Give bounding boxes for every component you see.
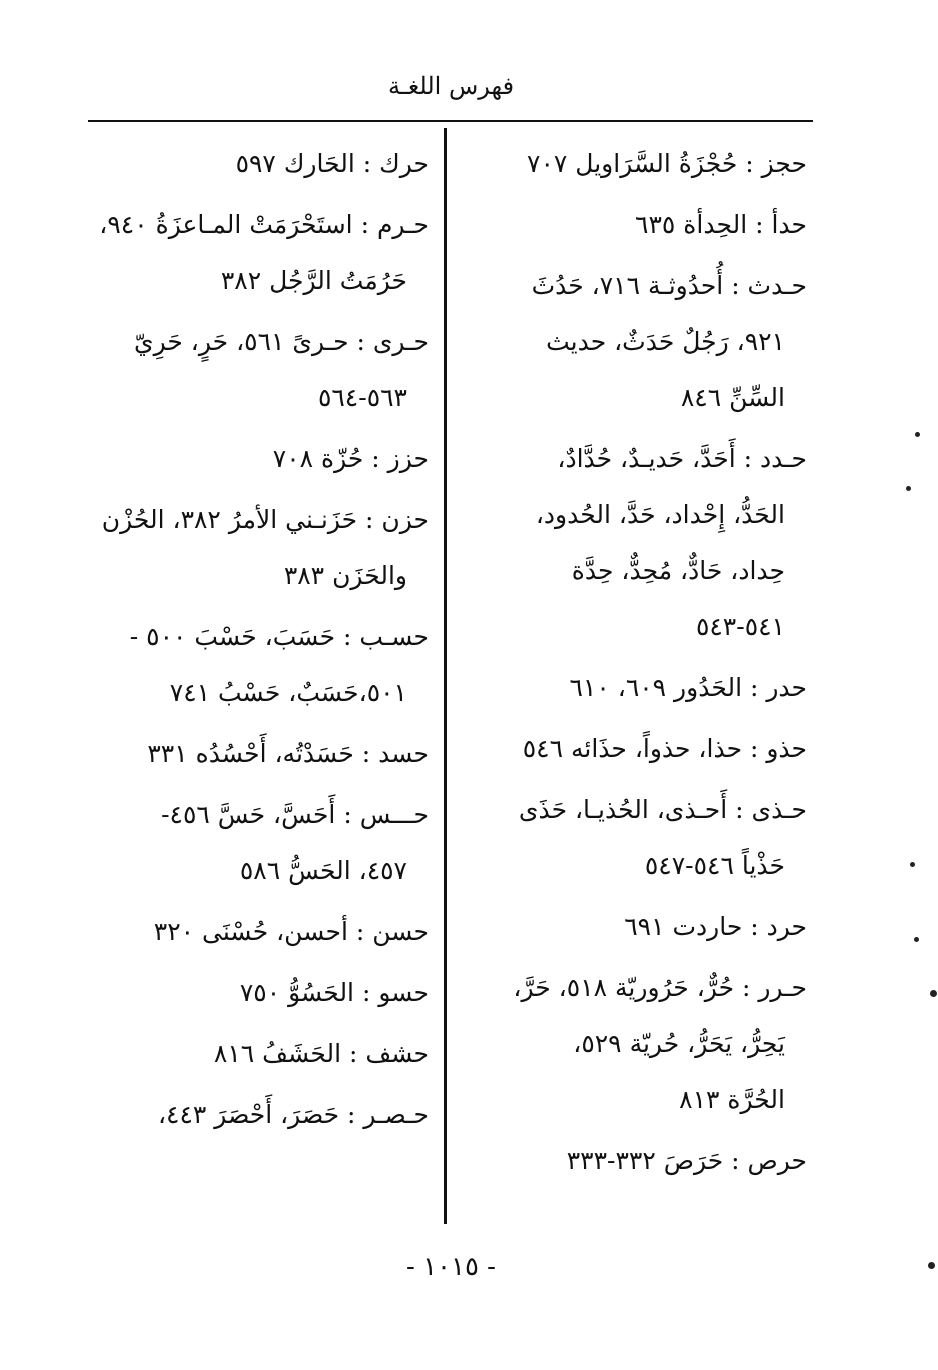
entry-line: حزز : حُزّة ٧٠٨ <box>272 444 429 473</box>
entry-line: حذو : حذا، حذواً، حذَائه ٥٤٦ <box>522 734 807 763</box>
entry-continuation-line: ٥٤١-٥٤٣ <box>695 612 785 641</box>
index-entry <box>84 314 429 426</box>
entry-line: حـذى : أَحـذى، الحُذيـا، حَذَى <box>518 795 807 824</box>
index-entry <box>462 197 807 253</box>
entry-line: حشف : الحَشَفُ ٨١٦ <box>213 1039 429 1068</box>
index-entry <box>462 431 807 655</box>
index-entry <box>84 904 429 960</box>
index-entry <box>84 1087 429 1143</box>
entry-line: حـدد : أَحَدَّ، حَديـدٌ، حُدَّادٌ، <box>557 444 807 473</box>
entry-line: حرد : حاردت ٦٩١ <box>624 912 807 941</box>
entry-line: حرص : حَرَصَ ٣٣٢-٣٣٣ <box>566 1146 807 1175</box>
margin-mark <box>914 937 919 942</box>
entry-continuation-line: ٩٢١، رَجُلٌ حَدَثٌ، حديث <box>546 327 785 356</box>
entry-line: حزن : حَزَنـني الأمرُ ٣٨٢، الحُزْن <box>101 505 429 534</box>
entry-line: حرك : الحَارك ٥٩٧ <box>235 149 429 178</box>
entry-line: حـصـر : حَصَرَ، أَحْصَرَ ٤٤٣، <box>157 1100 429 1129</box>
index-entry <box>84 787 429 899</box>
entry-line: حسو : الحَسُوُّ ٧٥٠ <box>239 978 429 1007</box>
entry-line: حدر : الحَدُور ٦٠٩، ٦١٠ <box>569 673 807 702</box>
entry-continuation-line: الحَدُّ، إِحْداد، حَدَّ، الحُدود، <box>535 500 785 529</box>
entry-continuation-line: السِّنِّ ٨٤٦ <box>680 383 785 412</box>
index-entry <box>84 197 429 309</box>
entry-continuation-line: والحَزَن ٣٨٣ <box>283 561 407 590</box>
index-entry <box>462 899 807 955</box>
index-entry <box>462 258 807 426</box>
entry-line: حـــس : أَحَسَّ، حَسَّ ٤٥٦- <box>161 800 429 829</box>
index-entry <box>84 1026 429 1082</box>
entry-line: حجز : حُجْزَةُ السَّرَاويل ٧٠٧ <box>527 149 807 178</box>
entry-line: حـدث : أُحدُوثـة ٧١٦، حَدُثَ <box>531 271 807 300</box>
right-column <box>462 136 807 1194</box>
entry-continuation-line: حَرُمَتُ الرَّجُل ٣٨٢ <box>220 266 407 295</box>
index-entry <box>462 136 807 192</box>
entry-line: حسن : أحسن، حُسْنَى ٣٢٠ <box>153 917 429 946</box>
margin-mark <box>910 862 915 867</box>
index-entry <box>462 1133 807 1189</box>
index-entry <box>84 492 429 604</box>
entry-line: حسد : حَسَدْتُه، أَحْسُدُه ٣٣١ <box>147 739 429 768</box>
page-header: فهرس اللغـة <box>387 72 515 100</box>
column-divider <box>444 128 447 1224</box>
margin-mark <box>906 486 911 491</box>
entry-line: حدأ : الحِدأة ٦٣٥ <box>635 210 807 239</box>
left-column <box>84 136 429 1148</box>
entry-continuation-line: ٥٦٣-٥٦٤ <box>317 383 407 412</box>
entry-line: حـرى : حـرىً ٥٦١، حَرٍ، حَرِيّ <box>134 327 429 356</box>
index-entry <box>462 960 807 1128</box>
entry-continuation-line: حَذْياً ٥٤٦-٥٤٧ <box>644 851 785 880</box>
index-entry <box>84 609 429 721</box>
index-entry <box>84 136 429 192</box>
index-entry <box>462 782 807 894</box>
entry-continuation-line: ٥٠١،حَسَبٌ، حَسْبُ ٧٤١ <box>169 678 407 707</box>
entry-continuation-line: ٤٥٧، الحَسُّ ٥٨٦ <box>239 856 407 885</box>
entry-line: حسـب : حَسَبَ، حَسْبَ ٥٠٠ - <box>129 622 429 651</box>
index-entry <box>84 965 429 1021</box>
page-number: - ١٠١٥ - <box>406 1252 496 1282</box>
header-rule <box>88 120 813 122</box>
margin-mark <box>928 1262 935 1269</box>
index-entry <box>462 721 807 777</box>
entry-line: حـرم : استَحْرَمَتْ المـاعزَةُ ٩٤٠، <box>99 210 429 239</box>
margin-mark <box>915 432 920 437</box>
margin-mark <box>930 990 937 997</box>
index-entry <box>462 660 807 716</box>
index-entry <box>84 726 429 782</box>
entry-continuation-line: يَحِرُّ، يَحَرُّ، حُريّة ٥٢٩، <box>573 1029 785 1058</box>
index-entry <box>84 431 429 487</box>
entry-continuation-line: الحُرَّة ٨١٣ <box>679 1085 785 1114</box>
entry-continuation-line: حِداد، حَادٌّ، مُحِدٌّ، حِدَّة <box>571 556 785 585</box>
entry-line: حـرر : حُرٌّ، حَرُوريّة ٥١٨، حَرَّ، <box>513 973 807 1002</box>
